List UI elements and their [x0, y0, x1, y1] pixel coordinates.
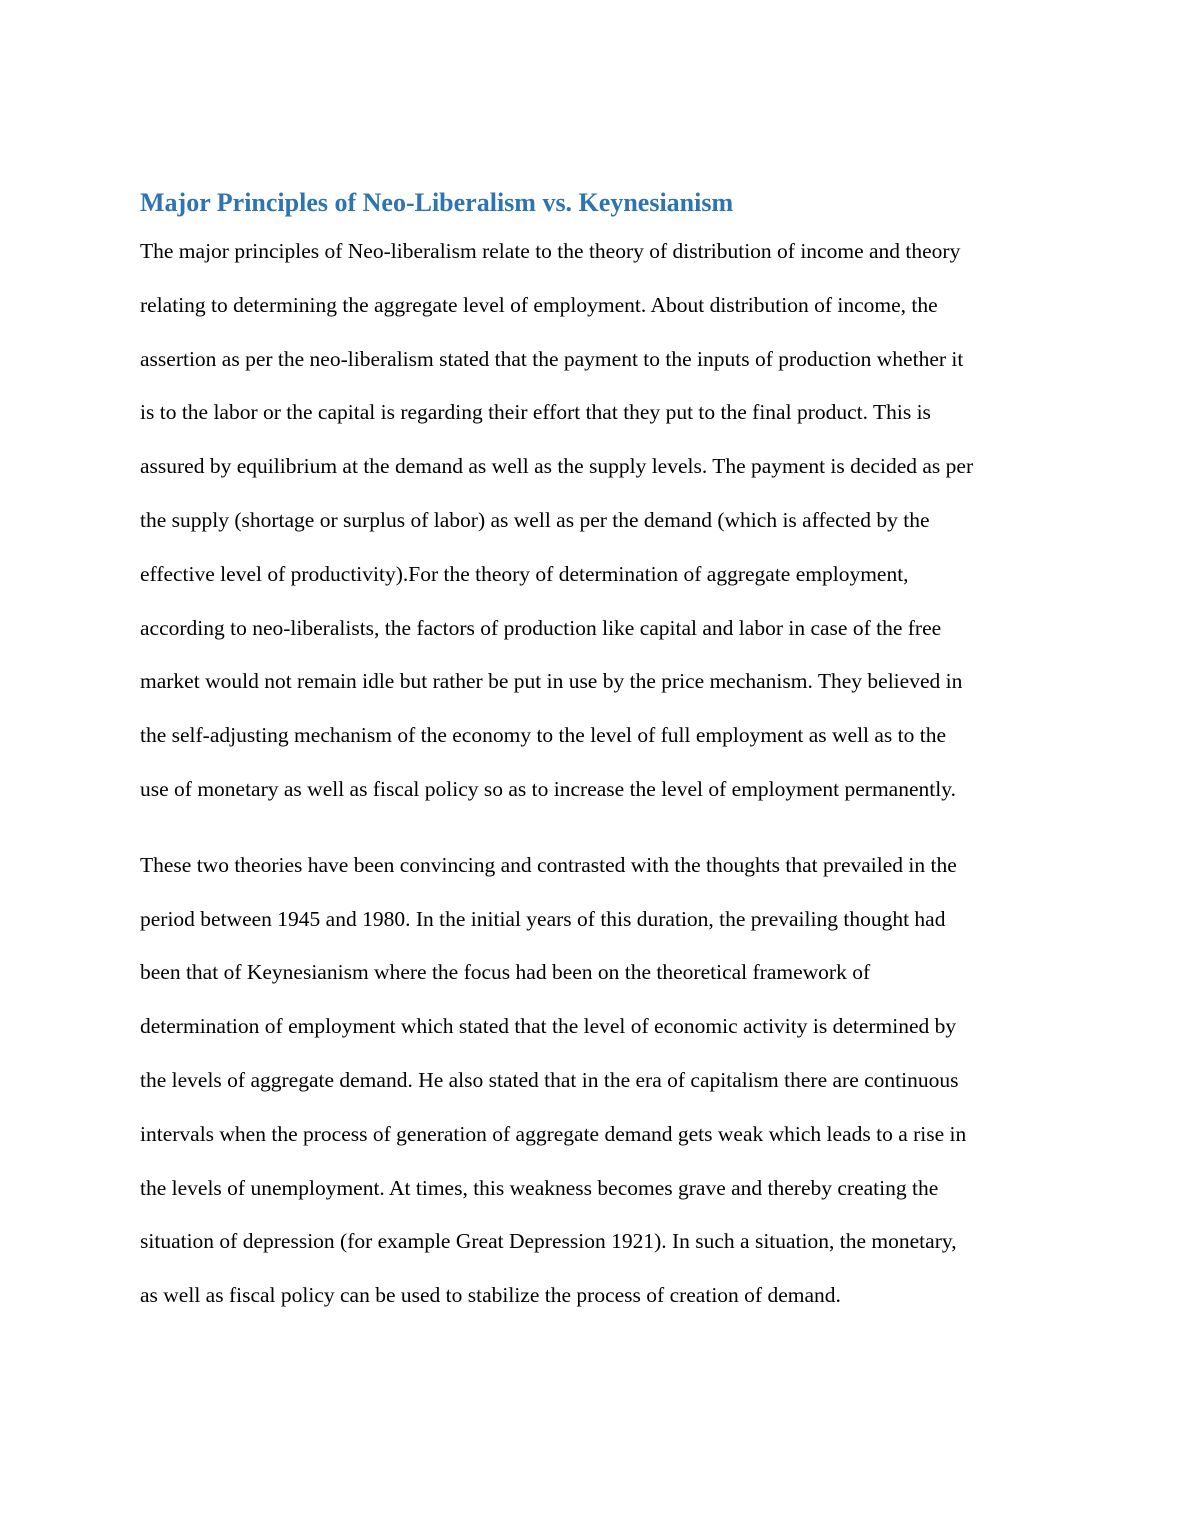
paragraph-spacer: [140, 817, 1055, 839]
document-heading: Major Principles of Neo-Liberalism vs. Keynesianism: [140, 188, 734, 217]
paragraph-line: period between 1945 and 1980. In the initial years of this duration, the prevailing thought had: [140, 906, 946, 931]
paragraph-line: is to the labor or the capital is regarding their effort that they put to the final product. This is: [140, 400, 931, 425]
paragraph-keynesianism: [140, 839, 1055, 1323]
paragraph-line: as well as fiscal policy can be used to stabilize the process of creation of demand.: [140, 1283, 841, 1308]
paragraph-line: the self-adjusting mechanism of the economy to the level of full employment as well as to the: [140, 723, 947, 748]
paragraph-line: assured by equilibrium at the demand as well as the supply levels. The payment is decided as per: [140, 454, 974, 479]
paragraph-line: assertion as per the neo-liberalism stated that the payment to the inputs of production whether it: [140, 346, 964, 371]
document-body: [140, 183, 1055, 1323]
paragraph-line: use of monetary as well as fiscal policy so as to increase the level of employment permanently.: [140, 776, 956, 801]
paragraph-line: been that of Keynesianism where the focus had been on the theoretical framework of: [140, 960, 871, 985]
paragraph-line: intervals when the process of generation of aggregate demand gets weak which leads to a rise in: [140, 1121, 967, 1146]
paragraph-line: The major principles of Neo-liberalism relate to the theory of distribution of income and theory: [140, 239, 961, 263]
paragraph-line: the levels of aggregate demand. He also stated that in the era of capitalism there are continuous: [140, 1067, 959, 1092]
paragraph-line: situation of depression (for example Great Depression 1921). In such a situation, the monetary,: [140, 1229, 957, 1254]
paragraph-line: the levels of unemployment. At times, this weakness becomes grave and thereby creating the: [140, 1175, 939, 1200]
paragraph-line: effective level of productivity).For the theory of determination of aggregate employment,: [140, 561, 909, 586]
paragraph-line: determination of employment which stated that the level of economic activity is determined by: [140, 1014, 957, 1039]
paragraph-line: according to neo-liberalists, the factors of production like capital and labor in case of the free: [140, 615, 942, 640]
paragraph-neo-liberalism: [140, 225, 1055, 817]
paragraph-line: These two theories have been convincing and contrasted with the thoughts that prevailed in the: [140, 852, 957, 877]
paragraph-line: relating to determining the aggregate level of employment. About distribution of income, the: [140, 292, 938, 317]
paragraph-line: market would not remain idle but rather be put in use by the price mechanism. They believed in: [140, 669, 963, 694]
paragraph-line: the supply (shortage or surplus of labor) as well as per the demand (which is affected by the: [140, 507, 930, 532]
